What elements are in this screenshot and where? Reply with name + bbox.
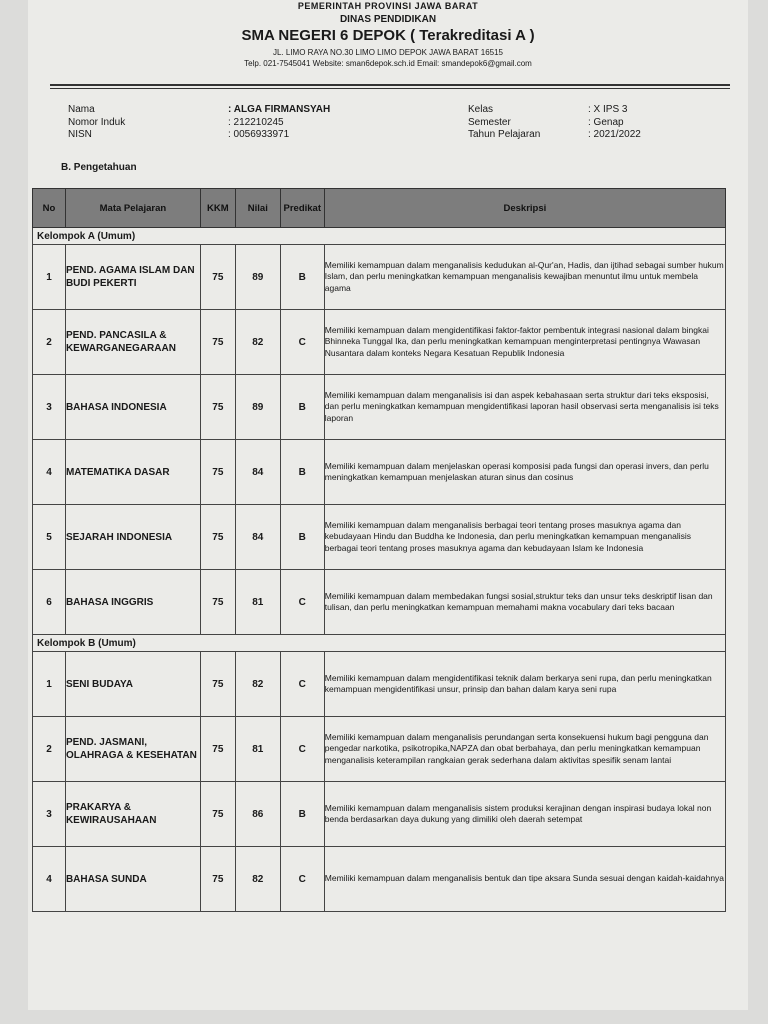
row-description: Memiliki kemampuan dalam menganalisis berbagai teori tentang proses masuknya agama dan kebudayaan Hindu dan Buddha ke Indonesia, dan perlu meningkatkan kemampuan menganalisis berbagai teori tentang proses masuknya agama dan kebudayaan Islam ke Indonesia [324, 505, 725, 570]
student-name: : ALGA FIRMANSYAH [228, 104, 331, 115]
row-description: Memiliki kemampuan dalam menganalisis bentuk dan tipe aksara Sunda sesuai dengan kaidah-kaidahnya [324, 847, 725, 912]
row-subject: PEND. PANCASILA & KEWARGANEGARAAN [65, 310, 200, 375]
row-score: 86 [235, 782, 280, 847]
student-year: : 2021/2022 [588, 129, 641, 140]
row-subject: MATEMATIKA DASAR [65, 440, 200, 505]
class-label: Kelas [468, 104, 494, 115]
table-row [33, 245, 726, 310]
row-description: Memiliki kemampuan dalam menganalisis sistem produksi kerajinan dengan inspirasi budaya lokal non benda berdasarkan daya dukung yang dimiliki oleh daerah setempat [324, 782, 725, 847]
row-kkm: 75 [200, 245, 235, 310]
table-row [33, 375, 726, 440]
row-no: 3 [33, 782, 66, 847]
row-score: 82 [235, 310, 280, 375]
row-score: 81 [235, 717, 280, 782]
col-header-grade: Predikat [280, 189, 324, 228]
row-no: 5 [33, 505, 66, 570]
row-kkm: 75 [200, 570, 235, 635]
table-row [33, 782, 726, 847]
row-subject: BAHASA INDONESIA [65, 375, 200, 440]
row-description: Memiliki kemampuan dalam mengidentifikasi teknik dalam berkarya seni rupa, dan perlu meningkatkan kemampuan mengidentifikasi unsur, prinsip dan bahan dalam karya seni rupa [324, 652, 725, 717]
semester-label: Semester [468, 116, 511, 128]
row-subject: PRAKARYA & KEWIRAUSAHAAN [65, 782, 200, 847]
row-kkm: 75 [200, 310, 235, 375]
row-score: 84 [235, 440, 280, 505]
table-header-row [33, 189, 726, 228]
row-grade: C [280, 717, 324, 782]
school-contact: Telp. 021-7545041 Website: sman6depok.sch.id Email: smandepok6@gmail.com [244, 59, 532, 68]
col-header-subject: Mata Pelajaran [65, 189, 200, 228]
row-no: 2 [33, 717, 66, 782]
row-subject: BAHASA INGGRIS [65, 570, 200, 635]
row-kkm: 75 [200, 847, 235, 912]
row-kkm: 75 [200, 652, 235, 717]
year-label: Tahun Pelajaran [468, 129, 541, 140]
row-no: 4 [33, 847, 66, 912]
student-nis: : 212210245 [228, 116, 284, 128]
col-header-no: No [33, 189, 66, 228]
row-score: 89 [235, 375, 280, 440]
grades-table [32, 188, 726, 912]
row-subject: PEND. JASMANI, OLAHRAGA & KESEHATAN [65, 717, 200, 782]
row-grade: B [280, 245, 324, 310]
table-row [33, 652, 726, 717]
row-description: Memiliki kemampuan dalam menganalisis kedudukan al-Qur'an, Hadis, dan ijtihad sebagai sumber hukum Islam, dan perlu meningkatkan kemampuan menganalisis kewajiban menuntut ilmu untuk membela agama [324, 245, 725, 310]
row-grade: B [280, 375, 324, 440]
row-grade: B [280, 782, 324, 847]
report-card-page [28, 0, 748, 1010]
row-subject: SEJARAH INDONESIA [65, 505, 200, 570]
row-no: 3 [33, 375, 66, 440]
name-label: Nama [68, 104, 95, 115]
row-grade: B [280, 505, 324, 570]
school-address: JL. LIMO RAYA NO.30 LIMO LIMO DEPOK JAWA BARAT 16515 [272, 48, 503, 57]
table-row [33, 717, 726, 782]
row-no: 1 [33, 245, 66, 310]
row-kkm: 75 [200, 375, 235, 440]
row-score: 84 [235, 505, 280, 570]
header-divider [50, 84, 730, 86]
province-title: PEMERINTAH PROVINSI JAWA BARAT [297, 1, 479, 11]
col-header-description: Deskripsi [324, 189, 725, 228]
table-row [33, 847, 726, 912]
section-title: B. Pengetahuan [61, 162, 137, 173]
row-kkm: 75 [200, 782, 235, 847]
group-a-label: Kelompok A (Umum) [33, 228, 726, 245]
row-kkm: 75 [200, 505, 235, 570]
row-subject: PEND. AGAMA ISLAM DAN BUDI PEKERTI [65, 245, 200, 310]
group-row [33, 635, 726, 652]
row-description: Memiliki kemampuan dalam mengidentifikasi faktor-faktor pembentuk integrasi nasional dalam bingkai Bhinneka Tunggal Ika, dan perlu meningkatkan kemampuan menginterpretasi pentingnya Wawasan Nusantara dalam konteks Negara Kesatuan Republik Indonesia [324, 310, 725, 375]
student-semester: : Genap [588, 116, 624, 128]
table-row [33, 440, 726, 505]
row-grade: C [280, 847, 324, 912]
row-subject: SENI BUDAYA [65, 652, 200, 717]
row-no: 1 [33, 652, 66, 717]
col-header-kkm: KKM [200, 189, 235, 228]
row-no: 4 [33, 440, 66, 505]
row-kkm: 75 [200, 440, 235, 505]
row-kkm: 75 [200, 717, 235, 782]
row-grade: C [280, 570, 324, 635]
student-info-left [68, 104, 330, 142]
student-info-right [468, 104, 641, 142]
row-score: 89 [235, 245, 280, 310]
row-description: Memiliki kemampuan dalam membedakan fungsi sosial,struktur teks dan unsur teks deskriptif lisan dan tulisan, dan perlu meningkatkan kemampuan memahami makna vocabulary dari teks bacaan [324, 570, 725, 635]
department-title: DINAS PENDIDIKAN [339, 14, 437, 25]
row-grade: C [280, 310, 324, 375]
group-row [33, 228, 726, 245]
row-description: Memiliki kemampuan dalam menganalisis isi dan aspek kebahasaan serta struktur dari teks eksposisi, dan perlu meningkatkan kemampuan mengidentifikasi laporan hasil observasi serta menganalisis isi teks laporan [324, 375, 725, 440]
table-row [33, 505, 726, 570]
row-no: 2 [33, 310, 66, 375]
row-score: 81 [235, 570, 280, 635]
row-subject: BAHASA SUNDA [65, 847, 200, 912]
col-header-score: Nilai [235, 189, 280, 228]
letterhead [28, 0, 748, 68]
group-b-label: Kelompok B (Umum) [33, 635, 726, 652]
row-score: 82 [235, 652, 280, 717]
nisn-label: NISN [68, 129, 92, 140]
student-nisn: : 0056933971 [228, 129, 290, 140]
row-no: 6 [33, 570, 66, 635]
row-description: Memiliki kemampuan dalam menganalisis perundangan serta konsekuensi hukum bagi pengguna dan pengedar narkotika, psikotropika,NAPZA dan obat berbahaya, dan perlu meningkatkan kemampuan menganalisis keterampilan rangkaian gerak sederhana dalam aktivitas spesifik senam lantai [324, 717, 725, 782]
row-score: 82 [235, 847, 280, 912]
table-row [33, 310, 726, 375]
header-divider-thin [50, 88, 730, 89]
student-class: : X IPS 3 [588, 104, 628, 115]
row-grade: B [280, 440, 324, 505]
row-description: Memiliki kemampuan dalam menjelaskan operasi komposisi pada fungsi dan operasi invers, dan perlu meningkatkan kemampuan menjelaskan aturan sinus dan cosinus [324, 440, 725, 505]
nis-label: Nomor Induk [68, 116, 126, 128]
row-grade: C [280, 652, 324, 717]
table-row [33, 570, 726, 635]
school-title: SMA NEGERI 6 DEPOK ( Terakreditasi A ) [241, 27, 535, 44]
